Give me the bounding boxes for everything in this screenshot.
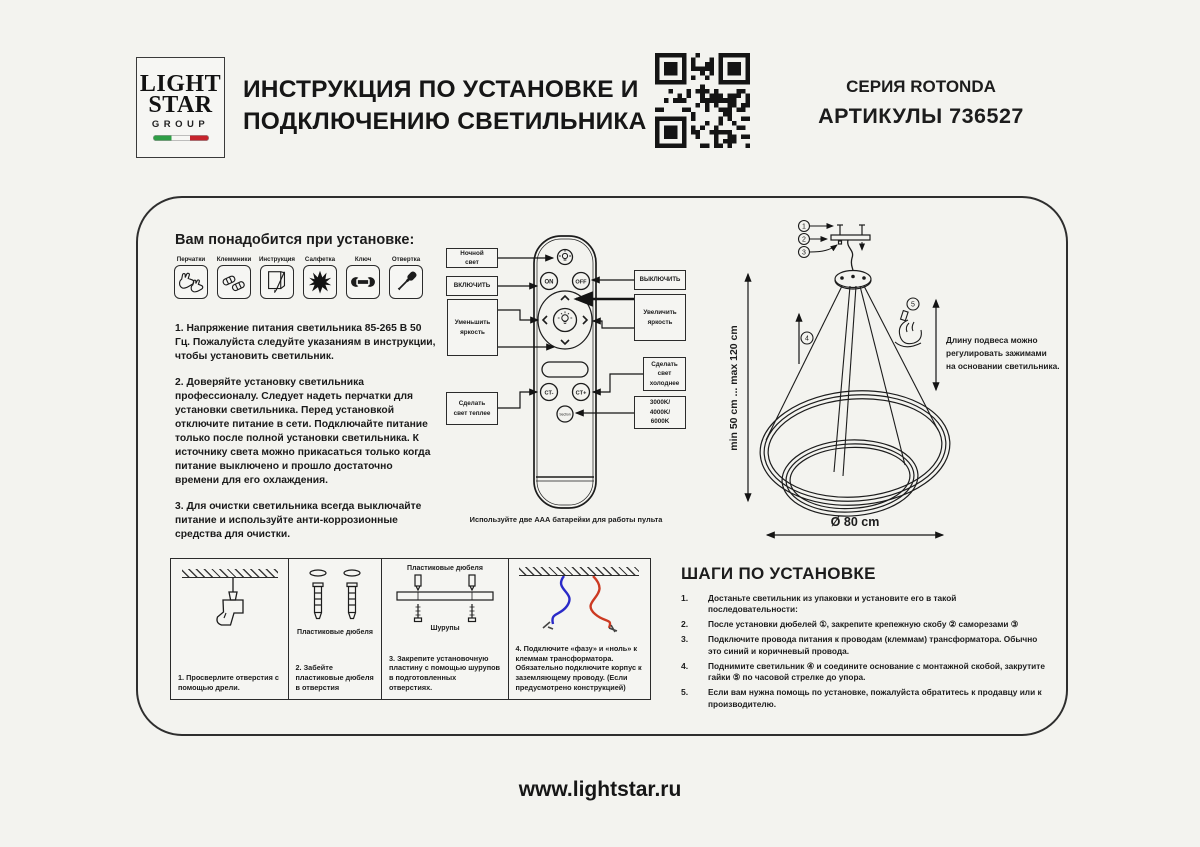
svg-text:OFF: OFF <box>575 279 587 286</box>
drill-icon <box>195 578 265 636</box>
off-button <box>573 273 590 290</box>
connector-lines <box>498 258 643 413</box>
callout-5 <box>907 298 919 310</box>
tool-item-gloves: Перчатки <box>173 256 209 299</box>
screwdriver-icon <box>392 268 420 296</box>
increase-brightness-label: Увеличить яркость <box>634 294 686 341</box>
lightstar-logo <box>136 57 225 158</box>
screws-label: Шурупы <box>430 625 460 632</box>
step-row-5: 5. Если вам нужна помощь по установке, пожалуйста обратитесь к продавцу или к производителю. <box>681 687 1042 709</box>
step-box-3 <box>381 558 509 700</box>
svg-text:CT+: CT+ <box>575 390 587 397</box>
ceiling-bracket <box>831 225 870 271</box>
ct-plus-button <box>573 384 590 401</box>
height-dimension-label: min 50 cm ... max 120 cm <box>728 325 740 451</box>
steps-section <box>681 564 1056 713</box>
mounting-plate-icon <box>389 573 501 625</box>
plate-dowels-label: Пластиковые дюбеля <box>407 565 483 572</box>
safety-note-1: 1. Напряжение питания светильника 85-265 В 50 Гц. Пожалуйста следуйте указаниям в инструкции, чтобы установить светильник. <box>175 323 436 362</box>
step-row-3: 3. Подключите провода питания к проводам (клеммам) трансформатора. Обычно это синий и коричневый провода. <box>681 634 1038 656</box>
svg-text:3: 3 <box>802 249 806 257</box>
gloves-icon <box>177 268 205 296</box>
tools-row <box>173 256 424 299</box>
warm-light-label: Сделать свет теплее <box>446 392 498 425</box>
night-light-label: Ночной свет <box>446 248 498 268</box>
wires-icon <box>519 576 639 636</box>
tool-item-napkin: Салфетка <box>302 256 338 299</box>
up-chevron-icon <box>561 296 569 300</box>
tool-item-manual: Инструкция <box>259 256 295 299</box>
napkin-icon <box>306 268 334 296</box>
safety-note-2: 2. Доверяйте установку светильника профессионалу. Следует надеть перчатки для установки светильника. Перед установкой отключите питание в сети. Подключайте питание только после полной установки светильника. К источнику света можно прикасаться только когда питание выключено и прошло достаточно времени для его охлаждения. <box>175 377 431 486</box>
step-row-2: 2. После установки дюбелей ①, закрепите крепежную скобу ② саморезами ③ <box>681 619 1019 630</box>
power-on-label: ВКЛЮЧИТЬ <box>446 276 498 296</box>
ceiling-hatch <box>519 567 639 576</box>
svg-text:5: 5 <box>911 301 915 309</box>
step-box-1-caption: 1. Просверлите отверстия с помощью дрели. <box>178 673 279 693</box>
logo-text-group: GROUP <box>151 119 210 131</box>
wrench-icon <box>349 268 377 296</box>
tool-item-screwdriver: Отвертка <box>388 256 424 299</box>
red-wire <box>591 576 610 628</box>
suspension-note <box>946 335 1060 371</box>
lamp-diagram-svg <box>728 212 1060 562</box>
step-box-4-caption: 4. Подключите «фазу» и «ноль» к клеммам трансформатора. Обязательно подключите корпус к заземляющему проводу. (Если предусмотрено конструкцией) <box>515 643 642 693</box>
right-chevron-icon <box>583 316 587 324</box>
svg-text:ON: ON <box>544 279 554 286</box>
dowels-label: Пластиковые дюбеля <box>297 629 373 636</box>
remote-body <box>534 236 596 508</box>
svg-text:регулировать зажимами: регулировать зажимами <box>946 348 1047 358</box>
logo-text-star: STAR <box>148 91 213 118</box>
section-button <box>557 406 573 422</box>
safety-notes <box>175 322 438 554</box>
ceiling-hatch <box>182 569 278 578</box>
qr-code <box>655 53 750 148</box>
tool-item-wrench: Ключ <box>345 256 381 299</box>
cold-light-label: Сделать свет холоднее <box>643 357 686 391</box>
svg-text:2: 2 <box>802 236 806 244</box>
step-box-3-caption: 3. Закрепите установочную пластину с помощью шурупов в подготовленных отверстиях. <box>389 653 501 693</box>
logo-text-light: LIGHT <box>139 70 222 97</box>
series-label: СЕРИЯ ROTONDA <box>846 77 996 96</box>
tools-heading: Вам понадобится при установке: <box>175 232 415 248</box>
steps-heading: ШАГИ ПО УСТАНОВКЕ <box>681 564 876 583</box>
power-off-label: ВЫКЛЮЧИТЬ <box>634 270 686 290</box>
step-row-4: 4. Поднимите светильник ④ и соедините основание с монтажной скобой, закрутите гайки ⑤ по часовой стрелке до упора. <box>681 660 1045 683</box>
diameter-dimension-label: Ø 80 cm <box>830 515 880 529</box>
step-box-1 <box>170 558 289 700</box>
callout-1 <box>799 221 810 232</box>
callout-2 <box>799 234 810 245</box>
left-chevron-icon <box>543 316 547 324</box>
callout-lines <box>810 226 838 252</box>
steps-list <box>681 593 1056 710</box>
step-box-4 <box>508 558 651 700</box>
decrease-brightness-label: Уменьшить яркость <box>447 299 498 356</box>
step-box-2-caption: 2. Забейте пластиковые дюбеля в отверстия <box>295 663 374 693</box>
logo-flag-stripe <box>153 135 209 141</box>
tool-item-terminals: Клеммники <box>216 256 252 299</box>
small-ring <box>780 436 920 519</box>
step-row-1: 1. Достаньте светильник из упаковки и установите его в такой последовательности: <box>681 593 957 615</box>
svg-text:CT-: CT- <box>544 390 554 397</box>
article-number-label: АРТИКУЛЫ 736527 <box>818 104 1024 128</box>
dowels-icon <box>296 567 374 629</box>
callout-4 <box>799 314 813 364</box>
svg-text:4: 4 <box>805 335 809 343</box>
blue-wire <box>552 576 569 624</box>
footer-url: www.lightstar.ru <box>518 778 682 801</box>
svg-text:1: 1 <box>802 223 806 231</box>
down-chevron-icon <box>561 340 569 344</box>
hand-adjusting-clamp <box>895 311 921 347</box>
color-temp-values-label: 3000K/ 4000K/ 6000K <box>634 396 686 429</box>
battery-note: Используйте две ААА батарейки для работы пульта <box>469 515 663 524</box>
ct-minus-button <box>541 384 558 401</box>
on-button <box>541 273 558 290</box>
canopy <box>835 271 871 290</box>
manual-icon <box>263 268 291 296</box>
page-title: ИНСТРУКЦИЯ ПО УСТАНОВКЕ И ПОДКЛЮЧЕНИЮ СВЕТИЛЬНИКА <box>243 76 647 136</box>
svg-text:Section: Section <box>559 412 571 417</box>
step-box-2 <box>288 558 383 700</box>
safety-note-3: 3. Для очистки светильника всегда выключайте питание и используйте анти-коррозионные средства для очистки. <box>175 501 422 540</box>
callout-3 <box>799 247 810 258</box>
svg-text:на основании светильника.: на основании светильника. <box>946 361 1060 371</box>
terminals-icon <box>220 268 248 296</box>
install-steps-boxes <box>170 558 651 700</box>
pill-button <box>542 362 588 377</box>
svg-text:Длину подвеса можно: Длину подвеса можно <box>946 335 1038 345</box>
night-light-button <box>558 250 573 265</box>
